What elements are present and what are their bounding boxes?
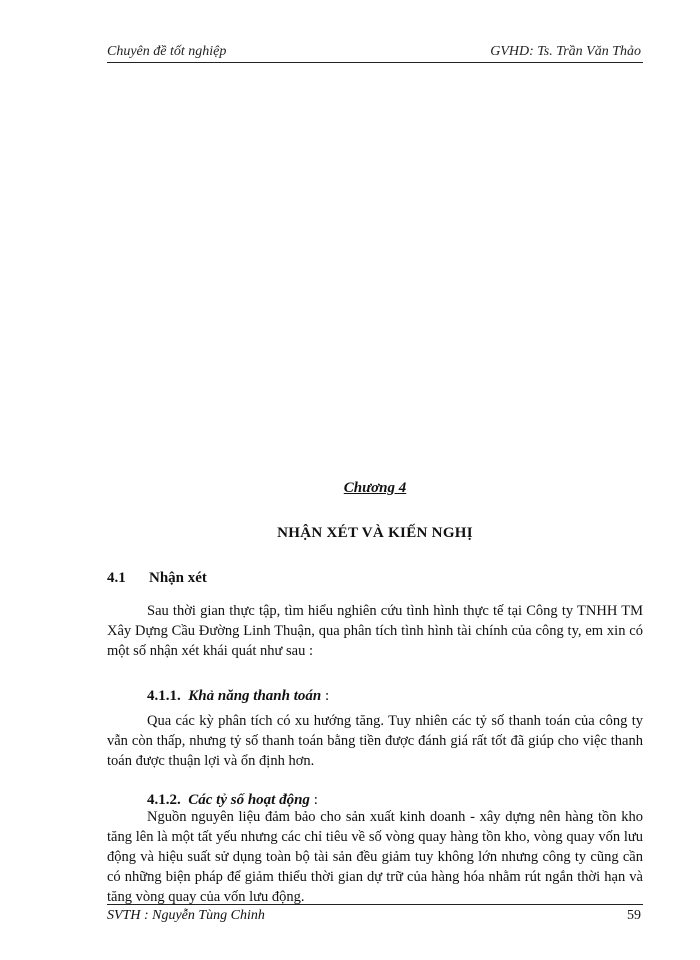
chapter-title: NHẬN XÉT VÀ KIẾN NGHỊ [277,525,473,541]
page-footer [107,904,643,923]
subsection-suffix: : [309,792,318,808]
section-label: Nhận xét [149,570,207,586]
footer-author: SVTH : Nguyễn Tùng Chinh [107,908,265,923]
header-left-text: Chuyên đề tốt nghiệp [107,44,227,59]
chapter-heading: Chương 4 [343,480,407,496]
page-number: 59 [627,908,641,923]
paragraph [107,601,643,661]
subsection-suffix: : [321,688,330,704]
paragraph [107,711,643,771]
subsection-label: Khả năng thanh toán [188,688,322,704]
paragraph-text-3: Nguồn nguyên liệu đảm bảo cho sản xuất kinh doanh - xây dựng nên hàng tồn kho tăng lên là một tất yếu nhưng các chỉ tiêu về số vòng quay hàng tồn kho, vòng quay vốn lưu động và hiệu suất sử dụng toàn bộ tài sản đều giảm tuy không lớn nhưng công ty cũng cần có những biện pháp để giảm thiểu thời gian dự trữ của hàng hóa nhằm rút ngắn thời hạn và tăng vòng quay của vốn lưu động. [107,809,643,905]
header-right-text: GVHD: Ts. Trần Văn Thảo [490,44,641,59]
page-header [107,42,643,63]
subsection-heading [147,688,329,705]
subsection-number: 4.1.1. [147,688,181,704]
section-heading [107,570,207,587]
subsection-number: 4.1.2. [147,792,181,808]
subsection-label: Các tỷ số hoạt động [188,792,310,808]
paragraph [107,807,643,907]
paragraph-text-1: Sau thời gian thực tập, tìm hiểu nghiên cứu tình hình thực tế tại Công ty TNHH TM Xây Dựng Cầu Đường Linh Thuận, qua phân tích tình hình tài chính của công ty, em xin có một số nhận xét khái quát như sau : [107,603,643,659]
paragraph-text-2: Qua các kỳ phân tích có xu hướng tăng. Tuy nhiên các tỷ số thanh toán của công ty vẫn còn thấp, nhưng tỷ số thanh toán bằng tiền được đánh giá rất tốt đã giúp cho việc thanh toán được thuận lợi và ổn định hơn. [107,713,643,769]
section-number: 4.1 [107,570,126,586]
